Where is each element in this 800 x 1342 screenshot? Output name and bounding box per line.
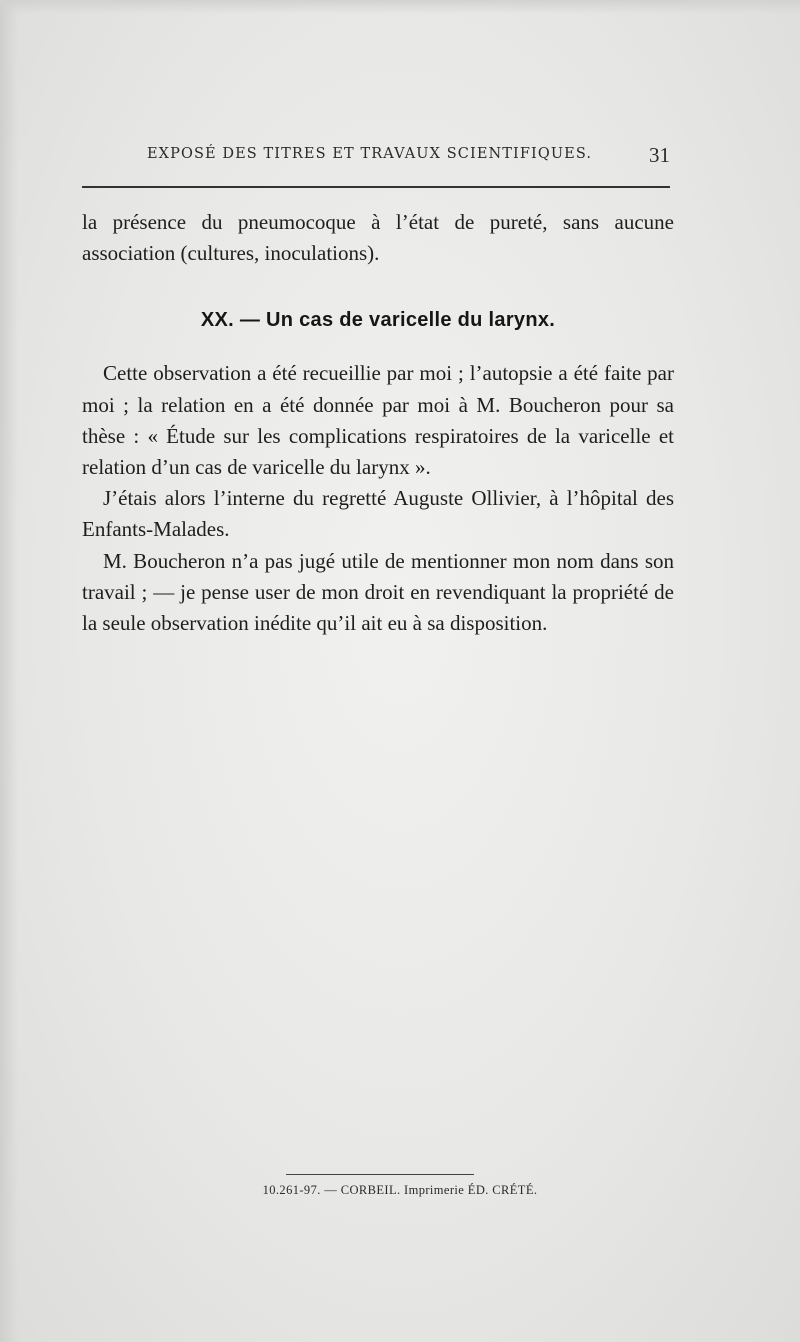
page-edge-shadow-left: [0, 0, 18, 1342]
body-text: [82, 207, 674, 639]
page-number: 31: [649, 143, 670, 167]
paragraph-interne: J’étais alors l’interne du regretté Auguste Ollivier, à l’hôpital des Enfants-Malades.: [82, 486, 674, 542]
page-edge-shadow-top: [0, 0, 800, 14]
footer-rule: [286, 1174, 474, 1175]
running-title: EXPOSÉ DES TITRES ET TRAVAUX SCIENTIFIQUES.: [147, 146, 593, 162]
paragraph-observation: Cette observation a été recueillie par moi ; l’autopsie a été faite par moi ; la relation en a été donnée par moi à M. Boucheron pour sa thèse : « Étude sur les complications respiratoires de la varicelle et relation d’un cas de varicelle du larynx ».: [82, 361, 674, 480]
printer-imprint: 10.261-97. — CORBEIL. Imprimerie ÉD. CRÉTÉ.: [262, 1183, 538, 1197]
continuation-paragraph: la présence du pneumocoque à l’état de pureté, sans aucune association (cultures, inoculations).: [82, 210, 674, 266]
header-rule: [82, 186, 670, 188]
section-heading: XX. — Un cas de varicelle du larynx.: [200, 309, 556, 332]
running-header: [82, 143, 670, 170]
paragraph-boucheron: M. Boucheron n’a pas jugé utile de mentionner mon nom dans son travail ; — je pense user de mon droit en revendiquant la propriété de la seule observation inédite qu’il ait eu à sa disposition.: [82, 548, 674, 636]
